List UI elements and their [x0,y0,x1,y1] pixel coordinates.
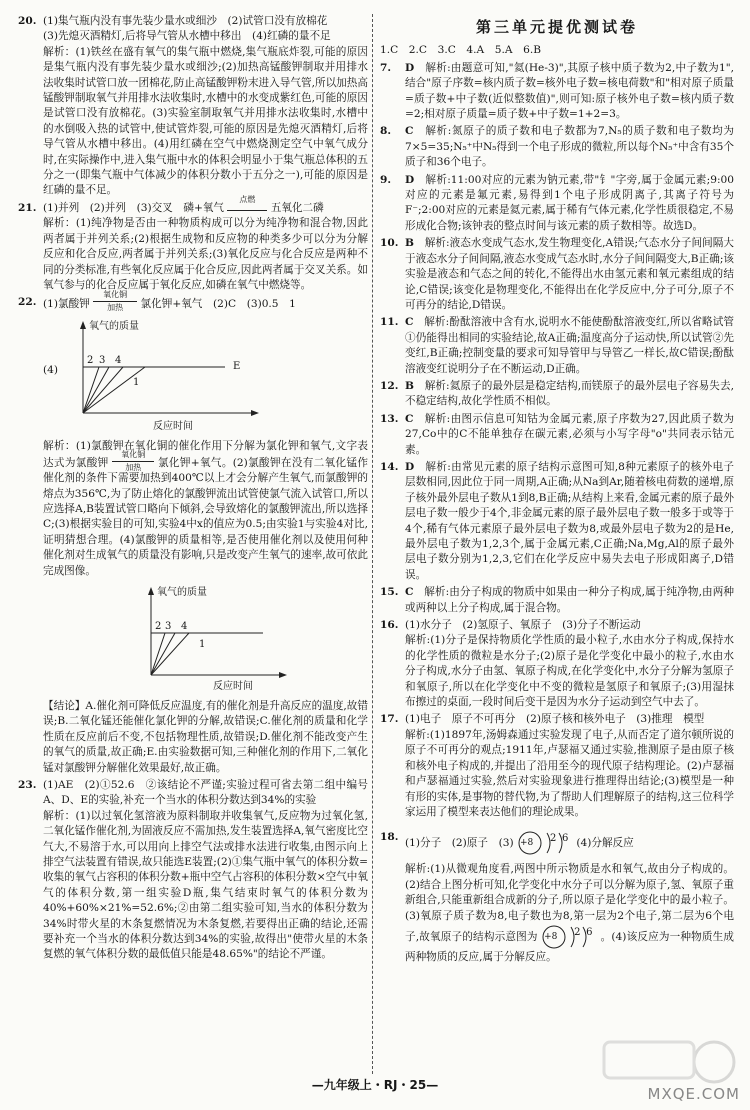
question-10 [380,236,734,313]
curve-label: 2 [155,620,162,632]
analysis-text: 解析:由分子构成的物质中如果由一种分子构成,属于纯净物,由两种或两种以上分子构成,属于混合物。 [405,586,735,614]
analysis-part: 解析:(1)从微观角度看,两图中所示物质是水和氧气,故由分子构成的。(2)结合上图分析可知,化学变化中水分子可以分解为原子,氢、氧原子重新组合,只能重新组合成新的分子,所以原子是化学变化中的最小粒子。(3)氧原子质子数为8,电子数也为8,第一层为2个电子,第二层为6个电子,故氧原子的结构示意图为 [405,863,734,943]
question-number: 8. [380,125,392,138]
analysis-text: 解析:(1)1897年,汤姆森通过实验发现了电子,从而否定了道尔顿所说的原子不可再分的观点;1911年,卢瑟福又通过实验,推测原子是由原子核和核外电子构成的,并提出了沿用至今的现代原子结构理论。(2)卢瑟福和卢瑟福通过实验,然后对实验现象进行推理得出结论;(3)模型是一种有形的实体,是事物的替代物,为了帮助人们理解原子的结构,这三位科学家运用了模型来表达他们的理论成果。 [405,728,734,818]
answer-text: (1)分子 (2)原子 (3) [405,837,514,850]
question-16 [380,618,734,710]
answer-key: C [405,125,414,138]
curve-label: 4 [115,355,122,367]
question-21 [18,194,368,293]
shell-1-electrons: 2 [574,926,581,938]
unit-title: 第三单元提优测试卷 [475,18,638,36]
answer-text: (1)氯酸钾 [43,298,90,311]
question-12 [380,379,734,410]
condition-label: 加热 [125,462,142,472]
shell-1-electrons: 2 [549,833,557,845]
question-22 [18,290,368,776]
answer-line: (1)水分子 (2)氢原子、氧原子 (3)分子不断运动 [405,619,641,632]
analysis-part: 氯化钾+氧气。(2)氯酸钾在没有二氧化锰作催化剂的条件下需要加热到400℃以上才会分解产生氧气,而氯酸钾的熔点为356℃,为了防止熔化的氯酸钾流出试管使氯气流入试管口,所以应选择A,B装置试管口略向下倾斜,会导致熔化的氯酸钾流出,所以选择C;(3)根据实验目的可知,实验4中x的值应为0.5;由实验1与实验4对比,证明猜想合理。(4)氯酸钾的质量相等,是否使用催化剂以及使用何种催化剂对生成氧气的质量没有影响,只是改变产生氧气的速率,故可依此完成图像。 [43,456,368,577]
answer-key: B [405,379,414,392]
question-8 [380,124,734,170]
catalyst-label: 氧化铜 [103,290,128,300]
x-axis-label: 反应时间 [213,680,253,692]
nucleus-charge: +8 [519,838,534,849]
answer-text: (1)并列 (2)并列 (3)交叉 磷+氧气 [43,201,225,214]
answer-key: C [405,316,414,329]
curve-label: 1 [133,377,140,389]
question-13 [380,412,734,458]
question-number: 12. [380,379,399,392]
reaction-arrow [227,194,267,216]
question-number: 14. [380,460,399,473]
answer-line [43,290,368,313]
analysis-text [405,862,734,965]
question-9 [380,173,734,235]
question-number: 20. [18,15,37,27]
question-18 [380,830,734,965]
reaction-arrow [93,290,137,313]
analysis-text: 解析：(1)纯净物是否由一种物质构成可以分为纯净物和混合物,因此两者属于并列关系;(2)根据生成物和反应物的种类多少可以分为分解反应和化合反应,两者属于并列关系;(3)氧化反应与化合反应是两种不同的分类标准,有些氧化反应属于化合反应,因此两者属于交叉关系。如氧气参与的化合反应属于氧化反应,如磷在氧气中燃烧等。 [43,217,368,291]
choice-answers: 1.C 2.C 3.C 4.A 5.A 6.B [380,44,542,57]
column-divider [372,14,373,1074]
conclusion-text: 【结论】A.催化剂可降低反应温度,有的催化剂是升高反应的温度,故错误;B.二氧化锰还能催化氯化钾的分解,故错误;C.催化剂的质量和化学性质在反应前后不变,不包括物理性质,故错误;D.催化剂不能改变产生的氧气的质量,故正确;E.由实验数据可知,三种催化剂的作用下,二氧化锰对氯酸钾分解催化效果最好,故正确。 [43,699,368,774]
question-number: 13. [380,412,399,425]
y-axis-label: 氧气的质量 [89,321,139,333]
analysis-text: 解析:由题意可知,"氦(He-3)",其原子核中质子数为2,中子数为1",结合"原子序数=核内质子数=核外电子数=核电荷数"和"相对原子质量=质子数+中子数(近似整数值)",则可知:原子核外电子数=核内质子数=2;相对原子质量=质子数+中子数=1+2=3。 [405,61,735,121]
page-footer: —九年级上・RJ・25— [311,1078,439,1092]
right-column [380,14,734,967]
answer-line: (1)电子 原子不可再分 (2)原子核和核外电子 (3)推理 模型 [405,713,705,726]
nucleus-charge: +8 [544,931,558,942]
answer-key: B [405,237,414,250]
question-14 [380,460,734,583]
page [18,14,734,1084]
shell-2-electrons: 6 [586,926,593,938]
analysis-text: 解析：(1)铁丝在盛有氧气的集气瓶中燃烧,集气瓶底炸裂,可能的原因是集气瓶内没有事先装少量水或细沙;(2)加热高锰酸钾制取并用排水法收集时试管口放一团棉花,防止高锰酸钾粉末进入导气管,所以加热高锰酸钾制取氧气并用排水法收集时,水槽中的水变成紫红色,可能的原因是试管口没有放棉花。(3)实验室制取氧气并用排水法收集时,水槽中的水倒吸入热的试管中,使试管炸裂,可能的原因是先熄灭酒精灯,后将导气管从水槽中移出。(4)用红磷在空气中燃烧测定空气中氧气成分时,在实际操作中,进入集气瓶中水的体积会明显小于集气瓶总体积的五分之一(即集气瓶中气体减少的体积分数小于五分之一),可能的原因是红磷的量不足。 [43,45,368,197]
question-number: 15. [380,586,399,599]
analysis-text: 解析:11:00对应的元素为钠元素,带"钅"字旁,属于金属元素;9:00对应的元素是氟元素,易得到1个电子形成阴离子,其离子符号为F⁻;2:00对应的元素是氦元素,属于稀有气体元素,化学性质很稳定,不易形成化合物;该钟表的整点时间与该元素的质子数相等。故选D。 [405,173,735,232]
curve-label: 3 [99,355,106,367]
question-7 [380,61,734,123]
question-number: 23. [18,779,37,791]
answer-text: 氯化钾+氧气 (2)C (3)0.5 1 [140,298,296,311]
analysis-text: 解析:酚酞溶液中含有水,说明水不能使酚酞溶液变红,所以省略试管①仍能得出相同的实验结论,故A正确;温度高分子运动快,所以试管②先变红,B正确;控制变量的要求可知导管甲与导管乙一样长,故C错误;酚酞溶液变红说明分子在不断运动,D正确。 [405,316,735,375]
answer-line [43,194,368,216]
question-15 [380,585,734,616]
oxygen-mass-chart [43,317,368,435]
analysis-text: 解析:(1)分子是保持物质化学性质的最小粒子,水由水分子构成,保持水的化学性质的微粒是水分子;(2)原子是化学变化中最小的粒子,水由水分子构成,水分子由氢、氧原子构成,在化学变化中,水分子分解为氢原子和氧原子,所以在化学变化中不变的微粒是氢原子和氧原子;(3)用湿抹布擦过的桌面,一段时间后变干是因为水分子运动到空气中去了。 [405,634,734,709]
analysis-part: 。(4)该反应为一种物质生成两种物质的反应,属于分解反应。 [405,930,734,963]
condition-label: 加热 [107,303,124,313]
oxygen-atom-diagram [517,830,573,856]
curve-label: E [233,361,241,373]
question-11 [380,315,734,377]
answer-key: D [405,460,415,473]
answer-line [405,830,734,856]
part-label: (4) [43,364,59,377]
question-20 [18,14,368,199]
analysis-text: 解析:由常见元素的原子结构示意图可知,8种元素原子的核外电子层数相同,因此位于同一周期,A正确;从Na到Ar,随着核电荷数的递增,原子核外最外层电子数从1到8,B正确;从结构上来看,金属元素的原子最外层电子数一般少于4个,非金属元素的原子最外层电子数一般多于或等于4个,稀有气体元素原子最外层电子数为8,或最外层电子数为2的是He,最外层电子数为1,2,3个,属于金属元素,C正确;Na,Mg,Al的原子最外层电子数分别为1,2,3,它们在化学反应中易失去电子形成阳离子,D错误。 [405,460,734,581]
analysis-text: 解析：(1)以过氧化氢溶液为原料制取并收集氧气,反应物为过氧化氢,二氧化锰作催化剂,为固液反应不需加热,发生装置选择A,氧气密度比空气大,不易溶于水,可以用向上排空气法或排水法进行收集,由图示向上排空气法装置有错误,故只能选E装置;(2)①集气瓶中氧气的体积分数=收集的氧气占容积的体积分数+瓶中空气占容积的体积分数×空气中氧气的体积分数,第一组实验D瓶,集气结束时氧气的体积分数为40%+60%×21%=52.6%;②由第二组实验可知,当水的体积分数为34%时带火星的木条复燃情况为木条复燃,若要得出正确的结论,还需要补充一个当水的体积分数达到34%的实验,故得出"使带火星的木条复燃的氧气体积分数的最低值只能是48.65%"的结论不严谨。 [43,809,368,961]
question-number: 10. [380,237,399,250]
answer-line: (1)集气瓶内没有事先装少量水或细沙 (2)试管口没有放棉花 [43,15,328,27]
shell-2-electrons: 6 [561,833,569,845]
analysis-text [43,439,368,579]
analysis-text: 解析:由图示信息可知钴为金属元素,原子序数为27,因此质子数为27,Co中的C不能单独存在碳元素,必须与小写字母"o"共同表示钴元素。 [405,412,734,456]
watermark-text: MXQE.COM [647,1084,740,1103]
answer-text: 五氧化二磷 [270,201,324,214]
answer-key: D [405,61,415,74]
question-number: 7. [380,61,392,74]
question-number: 18. [380,831,399,844]
question-number: 22. [18,296,37,309]
curve-label: 1 [199,638,206,650]
question-number: 9. [380,173,392,186]
analysis-text: 解析:氦原子的最外层是稳定结构,而镁原子的最外层电子容易失去,不稳定结构,故化学性质不相似。 [405,379,734,408]
question-number: 17. [380,713,399,726]
curve-label: 2 [87,355,94,367]
oxygen-atom-diagram [541,924,597,950]
question-17 [380,712,734,820]
question-number: 16. [380,619,399,632]
catalyst-label: 氧化铜 [121,449,146,459]
analysis-text: 解析:氮原子的质子数和电子数都为7,N₅的质子数和电子数均为7×5=35;N₅⁺中N₅得到一个电子形成的微粒,所以每个N₅⁺中含有35个质子和36个电子。 [405,125,734,169]
curve-label: 3 [165,620,172,632]
reaction-condition: 点燃 [239,194,256,204]
oxygen-mass-chart-2 [43,583,368,695]
answer-line: (3)先熄灭酒精灯,后将导气管从水槽中移出 (4)红磷的量不足 [43,30,331,43]
x-axis-label: 反应时间 [153,421,193,433]
answer-text: (4)分解反应 [576,837,634,850]
answer-key: D [405,173,415,186]
curve-label: 4 [181,620,188,632]
y-axis-label: 氧气的质量 [157,586,207,598]
reaction-arrow [112,449,154,472]
answer-key: C [405,412,414,425]
left-column [18,14,368,965]
question-23 [18,778,368,963]
question-number: 21. [18,201,37,214]
analysis-part: 解析：(1)氯酸钾在氧化铜的催化作用下分解为氯化钾和氧气,文字表达式为氯酸钾 [43,440,368,469]
chart-svg [65,317,265,435]
answer-line: (1)AE (2)①52.6 ②该结论不严谨;实验过程可省去第二组中编号A、D、E的实验,补充一个当水的体积分数达到34%的实验 [43,779,368,807]
analysis-text: 解析:液态水变成气态水,发生物理变化,A错误;气态水分子间间隔大于液态水分子间间隔,液态水变成气态水时,水分子间间隔变大,B正确;该实验是液态和气态之间的转化,不能得出水由氢元素和氧元素组成的结论,C错误;该变化是物理变化,不能得出在化学反应中,分子可分,原子不可再分的结论,D错误。 [405,237,734,311]
question-number: 11. [380,316,399,329]
answer-key: C [405,586,414,599]
